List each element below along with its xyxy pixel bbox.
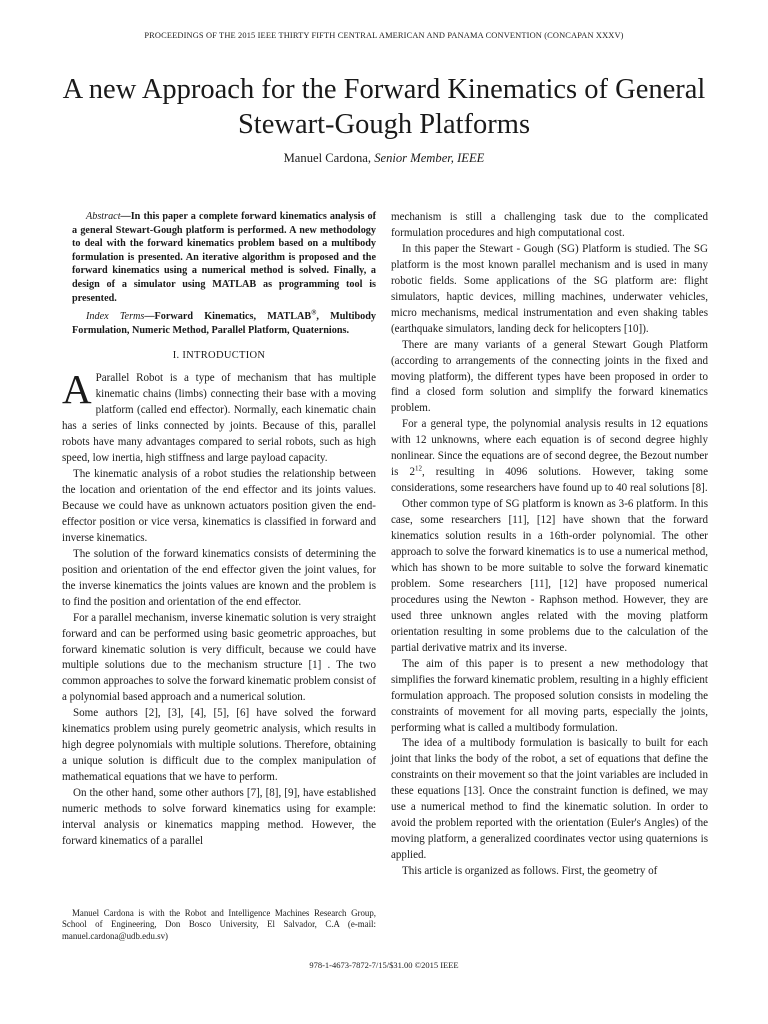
abstract-text: —In this paper a complete forward kinematics analysis of a general Stewart-Gough platform is performed. A new methodology to deal with the forward kinematics problem based on a multibody formulation is presented. An iterative algorithm is proposed and the forward kinematics using a numerical method is solved. Finally, a design of a simulator using MATLAB as programming tool is presented. — [72, 211, 376, 304]
author-footnote: Manuel Cardona is with the Robot and Intelligence Machines Research Group, School of Engineering, Don Bosco University, El Salvador, C.A (e-mail: manuel.cardona@udb.edu.sv) — [62, 908, 376, 941]
right-paragraph-3: There are many variants of a general Stewart Gough Platform (according to arrangements of the connecting joints in the fixed and moving platform), the different types have been proposed in order to find a closed form solution and simplify the forward kinematics problem. — [391, 338, 708, 415]
right-paragraph-6: The aim of this paper is to present a new methodology that simplifies the forward kinematic problem, resulting in a highly efficient formulation approach. The proposed solution consists in modeling the constraints of movement for all moving parts, especially the joints, performing what is called a multibody formulation. — [391, 657, 709, 734]
intro-paragraph-1 — [62, 366, 376, 467]
abstract — [62, 210, 376, 305]
author-name: Manuel Cardona, — [283, 151, 372, 165]
author-affiliation: Senior Member, IEEE — [374, 151, 485, 165]
intro-paragraph-2: The kinematic analysis of a robot studies the relationship between the location and orientation of the end effector and its joints values. Because we could have as unknown actuators position given the end-effector position or vice versa, kinematics is classified in forward and inverse kinematics. — [62, 468, 376, 544]
right-paragraph-1: mechanism is still a challenging task due to the complicated formulation procedures and high computational cost. — [391, 211, 708, 239]
abstract-label: Abstract — [86, 211, 121, 222]
index-terms-label: Index Terms — [86, 311, 145, 323]
right-paragraph-4 — [391, 417, 708, 497]
intro-paragraph-1-text: Parallel Robot is a type of mechanism that has multiple kinematic chains (limbs) connecting their base with a moving platform (called end effector). Normally, each kinematic chain has a series of links connected by joints. Because of this, parallel robots have many advantages compared to serial robots, such as high speed, low inertia, high stiffness and large payload capacity. — [62, 372, 376, 465]
right-column — [391, 210, 708, 880]
bezout-exponent: 12 — [414, 464, 422, 473]
right-paragraph-5: Other common type of SG platform is known as 3-6 platform. In this case, some researchers [11], [12] have shown that the forward kinematics solution results in a 16th-order polynomial. The other approach to solve the forward kinematics is to use a numerical method, which has shown to be more suitable to solve the forward kinematic problem. Some researchers [11], [12] have proposed numerical procedures using the Newton - Raphson method. However, they are used three unknown angles related with the moving platform orientation resulting in some problems due to the calculation of the partial derivative matrix and its inverse. — [391, 498, 708, 654]
right-paragraph-4-b: , resulting in 4096 solutions. However, taking some considerations, some researchers have found up to 40 real solutions [8]. — [391, 466, 708, 495]
right-paragraph-4-a: For a general type, the polynomial analysis results in 12 equations with 12 unknowns, where each equation is of second degree highly nonlinear. Since the equations are of second degree, the Bezout number is 2 — [391, 418, 708, 479]
right-paragraph-8: This article is organized as follows. First, the geometry of — [402, 865, 658, 878]
author-line — [0, 151, 768, 166]
section-title-initial: I — [182, 350, 187, 362]
intro-paragraph-5: Some authors [2], [3], [4], [5], [6] have solved the forward kinematics problem using purely geometric analysis, which results in high degree polynomials with multiple solutions. Therefore, obtaining a unique solution is difficult due to the complex manipulation of mathematical equations that we have to perform. — [62, 707, 376, 784]
left-column — [62, 210, 376, 850]
index-terms-text-after: , Multibody Formulation, Numeric Method, Parallel Platform, Quaternions. — [72, 311, 376, 336]
intro-paragraph-6: On the other hand, some other authors [7], [8], [9], have established numeric methods to solve forward kinematics using for example: interval analysis or kinematics mapping method. However, the forward kinematics of a parallel — [62, 787, 376, 847]
right-paragraph-7: The idea of a multibody formulation is basically to built for each joint that links the body of the robot, a set of equations that define the constraints on their movement so that the joint variables are included in these equations [13]. Once the constraint function is defined, we may use a numerical method to find the kinematic solution. In order to avoid the problem reported with the orientation (Euler's Angles) of the moving platform, a generalized coordinates vector using quaternions is applied. — [391, 737, 708, 862]
section-title-rest: NTRODUCTION — [186, 350, 266, 362]
index-terms-text-before: —Forward Kinematics, MATLAB — [144, 311, 312, 323]
section-number: I. — [172, 350, 180, 362]
index-terms — [62, 310, 376, 337]
drop-cap: A — [62, 366, 92, 413]
intro-paragraph-3: The solution of the forward kinematics consists of determining the position and orientation of the end effector given the joint values, for the inverse kinematics the joints values are known and the problem is to find the position and orientation of the end effector. — [62, 547, 376, 608]
section-heading-introduction — [62, 348, 376, 364]
intro-paragraph-4: For a parallel mechanism, inverse kinematic solution is very straight forward and can be performed using basic geometric approaches, but forward kinematic solution is very difficult, because we could have multiple solutions due to the mechanism structure [1] . The two common approaches to solve the forward kinematic problem consist of a polynomial based approach and a numerical solution. — [62, 611, 376, 704]
paper-title: A new Approach for the Forward Kinematics of General Stewart-Gough Platforms — [62, 74, 706, 140]
copyright-footer: 978-1-4673-7872-7/15/$31.00 ©2015 IEEE — [309, 960, 459, 970]
right-paragraph-2: In this paper the Stewart - Gough (SG) Platform is studied. The SG platform is the most known parallel mechanism and is used in many robotic fields. Some applications of the SG platform are: flight simulators, haptic devices, milling machines, underwater vehicles, micro mechanisms, medical instrumentation and even shaking tables (earthquake simulators, landing deck for helicopters [10]). — [391, 242, 708, 335]
registered-mark: ® — [311, 308, 317, 317]
running-header: PROCEEDINGS OF THE 2015 IEEE THIRTY FIFTH CENTRAL AMERICAN AND PANAMA CONVENTION (CONCAPAN XXXV) — [144, 31, 624, 40]
